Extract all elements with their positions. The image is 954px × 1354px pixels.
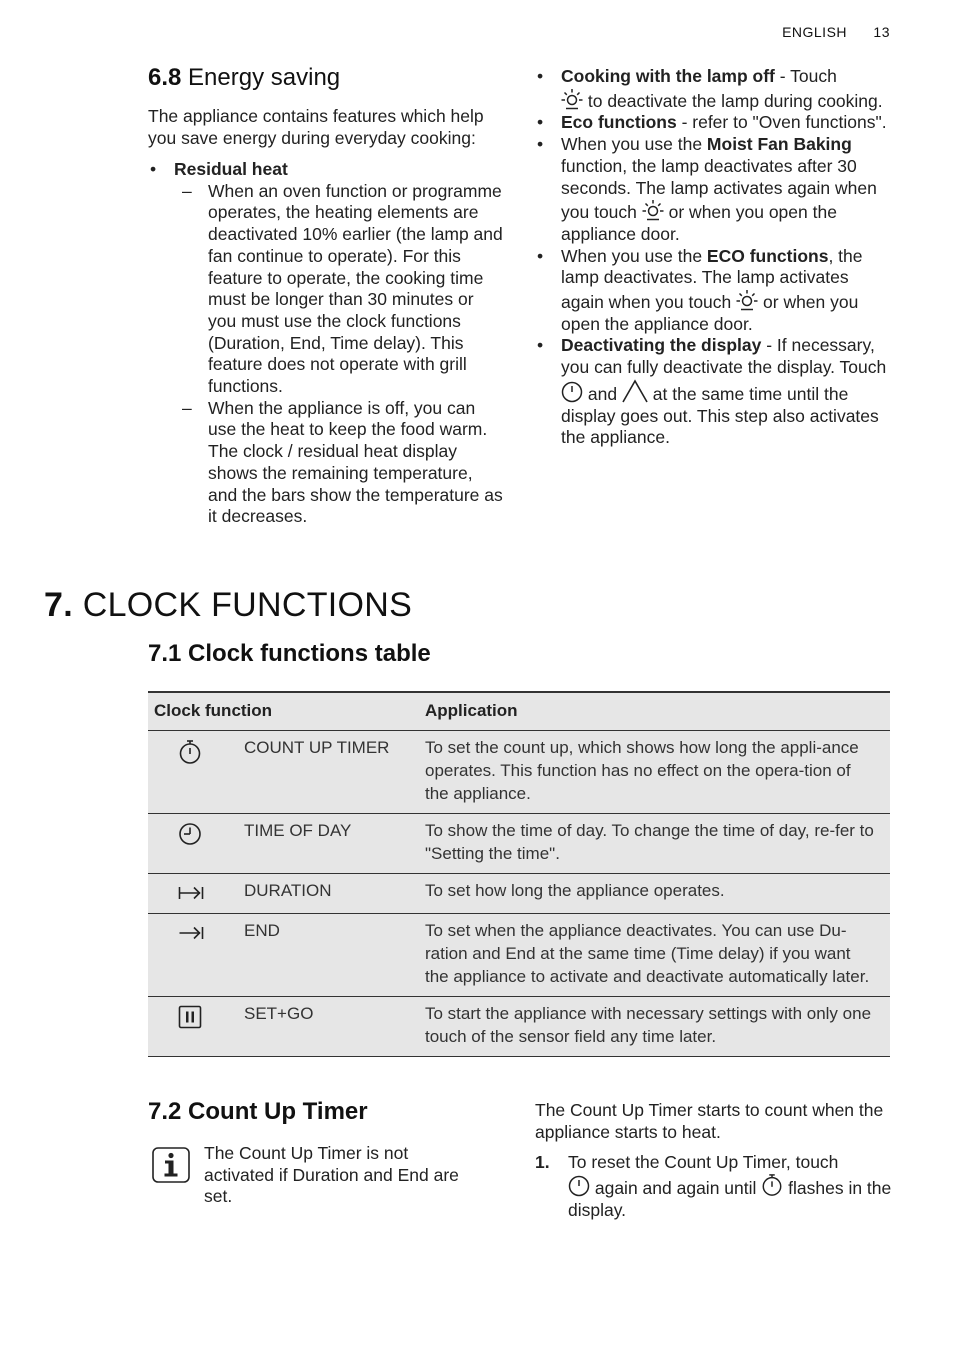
list-item-deactivate-display	[535, 335, 895, 449]
duration-icon	[178, 884, 204, 902]
function-application: To set when the appliance deactivates. You can use Du-ration and End at the same time (Time delay) if you want the appliance to activate and deactivate automatically later.	[419, 914, 890, 997]
section-title-text: Count Up Timer	[188, 1098, 368, 1125]
energy-list-continued	[535, 66, 895, 449]
lamp-icon	[642, 199, 664, 221]
energy-saving-continued	[535, 66, 895, 449]
lamp-off-label: Cooking with the lamp off	[561, 66, 775, 86]
eco2-label: ECO functions	[706, 245, 829, 266]
page-number: 13	[873, 24, 890, 40]
count-up-timer-icon	[178, 739, 202, 765]
step-text-post: flashes in the display.	[568, 1178, 892, 1220]
energy-saving-title	[148, 64, 506, 92]
count-up-intro: The Count Up Timer starts to count when the appliance starts to heat.	[535, 1100, 884, 1142]
residual-heat-sublist	[174, 181, 506, 528]
count-up-timer-title	[148, 1098, 368, 1126]
end-icon	[178, 924, 204, 942]
eco-text: - refer to "Oven functions".	[676, 112, 887, 133]
list-item-eco-functions	[535, 246, 895, 336]
energy-saving-section	[148, 64, 506, 528]
section-number: 6.8	[148, 64, 182, 91]
display-text-post: at the same time until the display goes out. This step also activates the appliance.	[561, 383, 879, 448]
column-header: Clock function	[148, 692, 419, 731]
page-header	[782, 24, 890, 40]
list-item-lamp-off	[535, 66, 895, 112]
table-row	[148, 874, 890, 914]
energy-list	[148, 159, 506, 528]
clock-functions-table	[148, 691, 890, 1057]
table-row	[148, 731, 890, 814]
moist-label: Moist Fan Baking	[706, 134, 852, 155]
chapter-number: 7.	[44, 586, 73, 624]
power-icon	[568, 1175, 590, 1197]
eco2-text-mid: , the lamp deactivates. The lamp activates again when you touch	[561, 245, 863, 313]
moist-text-pre: When you use the	[561, 134, 707, 155]
step-item	[535, 1151, 895, 1221]
up-arrow-icon	[622, 379, 648, 403]
steps-list	[535, 1151, 895, 1221]
function-name: DURATION	[238, 874, 419, 914]
eco2-text-post: or when you open the appliance door.	[561, 292, 859, 334]
function-application: To start the appliance with necessary settings with only one touch of the sensor field any time later.	[419, 997, 890, 1057]
function-name: COUNT UP TIMER	[238, 731, 419, 814]
moist-text-post: or when you open the appliance door.	[561, 202, 837, 244]
step-text-mid: again and again until	[590, 1178, 757, 1198]
display-text-pre: - If necessary, you can fully deactivate the display. Touch	[561, 335, 887, 378]
chapter-title	[44, 586, 412, 625]
list-item-eco	[535, 112, 895, 134]
eco2-text-pre: When you use the	[561, 245, 707, 266]
energy-intro: The appliance contains features which help you save energy during everyday cooking:	[148, 106, 484, 148]
clock-icon	[178, 822, 202, 846]
function-name: SET+GO	[238, 997, 419, 1057]
row-icon-cell	[148, 874, 238, 914]
row-icon-cell	[148, 814, 238, 874]
section-number: 7.1	[148, 640, 182, 667]
table-header-row	[148, 692, 890, 731]
step-text-pre: To reset the Count Up Timer, touch	[568, 1152, 839, 1172]
row-icon-cell	[148, 731, 238, 814]
residual-item: – When the appliance is off, you can use the heat to keep the food warm. The clock / residual heat display shows the remaining temperature, and the bars show the temperature as it decreases.	[174, 398, 506, 528]
residual-heat-label: Residual heat	[174, 159, 288, 179]
lamp-icon	[736, 289, 758, 311]
count-up-timer-icon	[761, 1173, 783, 1197]
section-number: 7.2	[148, 1098, 182, 1125]
row-icon-cell	[148, 914, 238, 997]
step-number: 1.	[535, 1152, 550, 1172]
display-label: Deactivating the display	[561, 335, 762, 356]
function-name: TIME OF DAY	[238, 814, 419, 874]
eco-label: Eco functions	[561, 112, 677, 133]
set-go-icon	[178, 1005, 202, 1029]
row-icon-cell	[148, 997, 238, 1057]
table-row	[148, 914, 890, 997]
language-label: ENGLISH	[782, 24, 848, 40]
lamp-off-text: - Touch	[774, 66, 837, 86]
section-title-text: Clock functions table	[188, 640, 431, 667]
function-application: To set the count up, which shows how long the appli-ance operates. This function has no effect on the opera-tion of the appliance.	[419, 731, 890, 814]
function-name: END	[238, 914, 419, 997]
table-row	[148, 997, 890, 1057]
chapter-title-text: CLOCK FUNCTIONS	[82, 586, 413, 624]
list-item-residual-heat	[148, 159, 506, 528]
clock-table-title	[148, 640, 431, 668]
lamp-off-text-end: to deactivate the lamp during cooking.	[583, 90, 883, 111]
function-application: To show the time of day. To change the time of day, re-fer to "Setting the time".	[419, 814, 890, 874]
moist-text-mid: function, the lamp deactivates after 30 seconds. The lamp activates again when you touch	[561, 155, 877, 223]
function-application: To set how long the appliance operates.	[419, 874, 890, 914]
info-icon	[152, 1147, 190, 1188]
residual-item: – When an oven function or programme operates, the heating elements are deactivated 10% earlier (the lamp and fan continue to operate). For this feature to operate, the cooking time must be longer than 30 minutes or you must use the clock functions (Duration, End, Time delay). This feature does not operate with grill functions.	[174, 181, 506, 398]
table-row	[148, 814, 890, 874]
note-text: The Count Up Timer is not activated if Duration and End are set.	[204, 1143, 459, 1207]
info-note	[152, 1143, 472, 1208]
section-title-text: Energy saving	[188, 64, 341, 91]
lamp-icon	[561, 88, 583, 110]
list-item-moist-fan	[535, 134, 895, 246]
column-header: Application	[419, 692, 890, 731]
power-icon	[561, 381, 583, 403]
display-text-and: and	[583, 383, 618, 404]
count-up-timer-instructions	[535, 1100, 895, 1221]
